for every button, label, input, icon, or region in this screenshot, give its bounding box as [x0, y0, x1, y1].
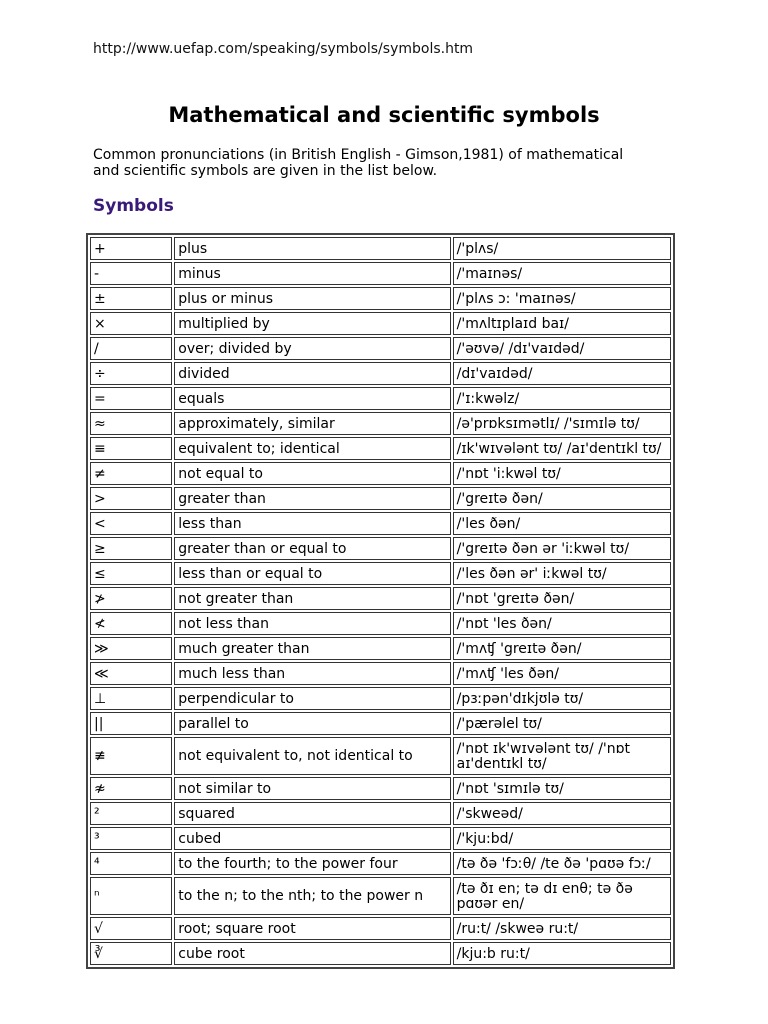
name-cell: squared [174, 802, 450, 825]
table-row [90, 287, 671, 310]
pronunciation-cell: /'mʌltɪplaɪd baɪ/ [453, 312, 671, 335]
pronunciation-cell: /'mʌʧ 'greɪtə ðən/ [453, 637, 671, 660]
pronunciation-cell: /'greɪtə ðən ər 'iːkwəl tʊ/ [453, 537, 671, 560]
table-row [90, 337, 671, 360]
pronunciation-cell: /ə'prɒksɪmətlɪ/ /'sɪmɪlə tʊ/ [453, 412, 671, 435]
symbol-cell: ≤ [90, 562, 172, 585]
name-cell: plus or minus [174, 287, 450, 310]
pronunciation-cell: /'mʌʧ 'les ðən/ [453, 662, 671, 685]
symbol-cell: ≡ [90, 437, 172, 460]
table-row [90, 562, 671, 585]
symbol-cell: ∛ [90, 942, 172, 965]
symbol-cell: ⊥ [90, 687, 172, 710]
symbol-cell: × [90, 312, 172, 335]
symbol-cell: ≢ [90, 737, 172, 775]
symbol-cell: < [90, 512, 172, 535]
symbols-table [86, 233, 675, 969]
pronunciation-cell: /'greɪtə ðən/ [453, 487, 671, 510]
name-cell: divided [174, 362, 450, 385]
name-cell: cube root [174, 942, 450, 965]
name-cell: to the n; to the nth; to the power n [174, 877, 450, 915]
symbol-cell: || [90, 712, 172, 735]
name-cell: not similar to [174, 777, 450, 800]
symbol-cell: ⁴ [90, 852, 172, 875]
table-row [90, 852, 671, 875]
symbols-table-body [90, 237, 671, 965]
symbol-cell: ⁿ [90, 877, 172, 915]
name-cell: minus [174, 262, 450, 285]
name-cell: equals [174, 387, 450, 410]
table-row [90, 387, 671, 410]
table-row [90, 462, 671, 485]
pronunciation-cell: /'nɒt 'greɪtə ðən/ [453, 587, 671, 610]
name-cell: equivalent to; identical [174, 437, 450, 460]
name-cell: root; square root [174, 917, 450, 940]
name-cell: parallel to [174, 712, 450, 735]
symbol-cell: ≠ [90, 462, 172, 485]
table-row [90, 437, 671, 460]
pronunciation-cell: /pɜːpən'dɪkjʊlə tʊ/ [453, 687, 671, 710]
table-row [90, 637, 671, 660]
pronunciation-cell: /'skweəd/ [453, 802, 671, 825]
table-row [90, 512, 671, 535]
pronunciation-cell: /'nɒt 'i:kwəl tʊ/ [453, 462, 671, 485]
table-row [90, 777, 671, 800]
pronunciation-cell: /ɪk'wɪvələnt tʊ/ /aɪ'dentɪkl tʊ/ [453, 437, 671, 460]
pronunciation-cell: /'əʊvə/ /dɪ'vaɪdəd/ [453, 337, 671, 360]
symbol-cell: / [90, 337, 172, 360]
table-row [90, 917, 671, 940]
pronunciation-cell: /'kju:bd/ [453, 827, 671, 850]
pronunciation-cell: /ru:t/ /skweə ru:t/ [453, 917, 671, 940]
symbol-cell: = [90, 387, 172, 410]
source-url: http://www.uefap.com/speaking/symbols/symbols.htm [93, 41, 474, 57]
name-cell: plus [174, 237, 450, 260]
name-cell: greater than or equal to [174, 537, 450, 560]
table-row [90, 942, 671, 965]
table-row [90, 487, 671, 510]
table-row [90, 312, 671, 335]
symbol-cell: ≪ [90, 662, 172, 685]
symbol-cell: ≥ [90, 537, 172, 560]
pronunciation-cell: /dɪ'vaɪdəd/ [453, 362, 671, 385]
section-heading: Symbols [93, 196, 174, 216]
pronunciation-cell: /kju:b ru:t/ [453, 942, 671, 965]
symbol-cell: + [90, 237, 172, 260]
symbol-cell: ² [90, 802, 172, 825]
table-row [90, 712, 671, 735]
pronunciation-cell: /'les ðən ər' iːkwəl tʊ/ [453, 562, 671, 585]
table-row [90, 262, 671, 285]
pronunciation-cell: /'nɒt 'les ðən/ [453, 612, 671, 635]
name-cell: greater than [174, 487, 450, 510]
table-row [90, 612, 671, 635]
symbol-cell: ≫ [90, 637, 172, 660]
table-row [90, 587, 671, 610]
name-cell: perpendicular to [174, 687, 450, 710]
pronunciation-cell: /'nɒt ɪk'wɪvələnt tʊ/ /'nɒt aɪ'dentɪkl tʊ/ [453, 737, 671, 775]
intro-paragraph: Common pronunciations (in British English - Gimson,1981) of mathematical and scientific symbols are given in the list below. [93, 147, 624, 179]
symbol-cell: ≉ [90, 777, 172, 800]
pronunciation-cell: /'plʌs/ [453, 237, 671, 260]
name-cell: not less than [174, 612, 450, 635]
name-cell: much less than [174, 662, 450, 685]
name-cell: multiplied by [174, 312, 450, 335]
name-cell: less than [174, 512, 450, 535]
symbol-cell: ± [90, 287, 172, 310]
table-row [90, 687, 671, 710]
symbol-cell: ≯ [90, 587, 172, 610]
pronunciation-cell: /'pærəlel tʊ/ [453, 712, 671, 735]
symbol-cell: > [90, 487, 172, 510]
name-cell: cubed [174, 827, 450, 850]
symbol-cell: √ [90, 917, 172, 940]
symbol-cell: ≈ [90, 412, 172, 435]
pronunciation-cell: /'maɪnəs/ [453, 262, 671, 285]
name-cell: not equal to [174, 462, 450, 485]
table-row [90, 802, 671, 825]
name-cell: not greater than [174, 587, 450, 610]
symbol-cell: ≮ [90, 612, 172, 635]
name-cell: less than or equal to [174, 562, 450, 585]
table-row [90, 737, 671, 775]
table-row [90, 412, 671, 435]
table-row [90, 877, 671, 915]
page-title: Mathematical and scientific symbols [168, 103, 600, 127]
pronunciation-cell: /tə ðə 'fɔːθ/ /te ðə 'pɑʊə fɔː/ [453, 852, 671, 875]
pronunciation-cell: /'plʌs ɔ: 'maɪnəs/ [453, 287, 671, 310]
table-row [90, 827, 671, 850]
symbol-cell: - [90, 262, 172, 285]
name-cell: to the fourth; to the power four [174, 852, 450, 875]
pronunciation-cell: /'ɪ:kwəlz/ [453, 387, 671, 410]
symbol-cell: ³ [90, 827, 172, 850]
name-cell: approximately, similar [174, 412, 450, 435]
name-cell: over; divided by [174, 337, 450, 360]
table-row [90, 537, 671, 560]
symbol-cell: ÷ [90, 362, 172, 385]
pronunciation-cell: /tə ðɪ en; tə dɪ enθ; tə ðə pɑʊər en/ [453, 877, 671, 915]
name-cell: not equivalent to, not identical to [174, 737, 450, 775]
table-row [90, 237, 671, 260]
table-row [90, 362, 671, 385]
name-cell: much greater than [174, 637, 450, 660]
table-row [90, 662, 671, 685]
pronunciation-cell: /'les ðən/ [453, 512, 671, 535]
pronunciation-cell: /'nɒt 'sɪmɪlə tʊ/ [453, 777, 671, 800]
